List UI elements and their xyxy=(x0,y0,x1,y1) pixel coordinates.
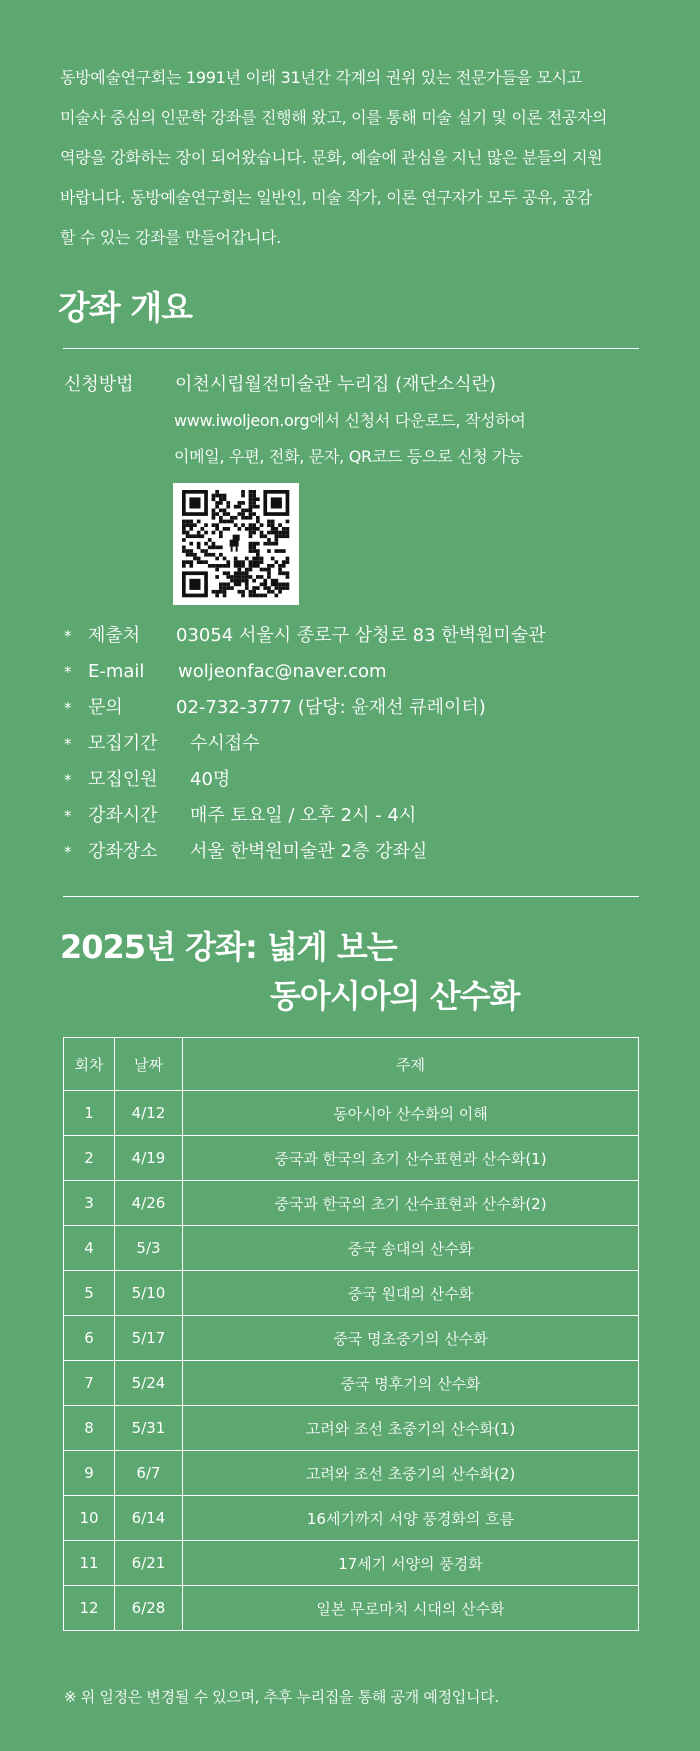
cell-topic: 고려와 조선 초중기의 산수화(1) xyxy=(183,1406,639,1451)
cell-date: 6/21 xyxy=(115,1541,183,1586)
table-row xyxy=(64,1361,639,1406)
cell-session: 11 xyxy=(64,1541,115,1586)
table-row xyxy=(64,1316,639,1361)
list-item xyxy=(64,654,387,690)
cell-topic: 동아시아 산수화의 이해 xyxy=(183,1091,639,1136)
info-label: 강좌시간 xyxy=(88,805,158,826)
cell-session: 4 xyxy=(64,1226,115,1271)
header-date: 날짜 xyxy=(115,1038,183,1091)
cell-topic: 일본 무로마치 시대의 산수화 xyxy=(183,1586,639,1631)
cell-topic: 중국과 한국의 초기 산수표현과 산수화(2) xyxy=(183,1181,639,1226)
intro-line: 역량을 강화하는 장이 되어왔습니다. 문화, 예술에 관심을 지닌 많은 분들의 지원 xyxy=(60,148,603,167)
info-label: 모집인원 xyxy=(88,769,158,790)
intro-line: 동방예술연구회는 1991년 이래 31년간 각계의 권위 있는 전문가들을 모시고 xyxy=(60,68,582,87)
bullet-icon: * xyxy=(64,699,72,717)
cell-date: 6/14 xyxy=(115,1496,183,1541)
schedule-table xyxy=(63,1037,639,1631)
cell-date: 5/10 xyxy=(115,1271,183,1316)
cell-date: 5/17 xyxy=(115,1316,183,1361)
info-list xyxy=(64,618,546,870)
apply-method-detail: www.iwoljeon.org에서 신청서 다운로드, 작성하여 xyxy=(174,411,526,430)
cell-topic: 중국 송대의 산수화 xyxy=(183,1226,639,1271)
cell-date: 6/7 xyxy=(115,1451,183,1496)
cell-session: 10 xyxy=(64,1496,115,1541)
info-label: 제출처 xyxy=(88,625,141,646)
cell-session: 5 xyxy=(64,1271,115,1316)
table-row xyxy=(64,1181,639,1226)
info-value: 매주 토요일 / 오후 2시 - 4시 xyxy=(190,805,417,826)
cell-session: 7 xyxy=(64,1361,115,1406)
list-item xyxy=(64,618,546,654)
bullet-icon: * xyxy=(64,771,72,789)
info-label: 모집기간 xyxy=(88,733,158,754)
schedule-note: ※ 위 일정은 변경될 수 있으며, 추후 누리집을 통해 공개 예정입니다. xyxy=(64,1688,499,1706)
header-topic: 주제 xyxy=(183,1038,639,1091)
table-row xyxy=(64,1091,639,1136)
cell-session: 9 xyxy=(64,1451,115,1496)
bullet-icon: * xyxy=(64,735,72,753)
info-value: 40명 xyxy=(190,769,231,790)
cell-session: 12 xyxy=(64,1586,115,1631)
cell-date: 6/28 xyxy=(115,1586,183,1631)
intro-line: 바랍니다. 동방예술연구회는 일반인, 미술 작가, 이론 연구자가 모두 공유, 공감 xyxy=(60,188,593,207)
bullet-icon: * xyxy=(64,627,72,645)
bullet-icon: * xyxy=(64,843,72,861)
cell-topic: 17세기 서양의 풍경화 xyxy=(183,1541,639,1586)
table-row xyxy=(64,1271,639,1316)
cell-topic: 중국 명후기의 산수화 xyxy=(183,1361,639,1406)
cell-date: 4/12 xyxy=(115,1091,183,1136)
list-item xyxy=(64,834,428,870)
cell-session: 8 xyxy=(64,1406,115,1451)
info-value: 서울 한벽원미술관 2층 강좌실 xyxy=(190,841,428,862)
list-item xyxy=(64,798,417,834)
cell-session: 6 xyxy=(64,1316,115,1361)
table-row xyxy=(64,1586,639,1631)
table-row xyxy=(64,1541,639,1586)
intro-line: 할 수 있는 강좌를 만들어갑니다. xyxy=(60,228,281,247)
cell-topic: 중국 원대의 산수화 xyxy=(183,1271,639,1316)
info-label: 문의 xyxy=(88,697,123,718)
table-row xyxy=(64,1136,639,1181)
apply-method-label: 신청방법 xyxy=(64,374,134,395)
cell-topic: 중국 명초중기의 산수화 xyxy=(183,1316,639,1361)
info-value: 03054 서울시 종로구 삼청로 83 한벽원미술관 xyxy=(176,625,546,646)
bullet-icon: * xyxy=(64,663,72,681)
table-row xyxy=(64,1451,639,1496)
cell-date: 4/19 xyxy=(115,1136,183,1181)
divider xyxy=(63,348,639,349)
apply-method-detail: 이메일, 우편, 전화, 문자, QR코드 등으로 신청 가능 xyxy=(174,447,523,466)
list-item xyxy=(64,690,486,726)
cell-session: 3 xyxy=(64,1181,115,1226)
table-row xyxy=(64,1496,639,1541)
table-row xyxy=(64,1226,639,1271)
qr-code-icon[interactable] xyxy=(173,483,299,605)
bullet-icon: * xyxy=(64,807,72,825)
divider xyxy=(63,896,639,897)
qr-code-graphic xyxy=(173,483,299,605)
table-row xyxy=(64,1406,639,1451)
list-item xyxy=(64,762,231,798)
intro-line: 미술사 중심의 인문학 강좌를 진행해 왔고, 이를 통해 미술 실기 및 이론 전공자의 xyxy=(60,108,608,127)
cell-session: 1 xyxy=(64,1091,115,1136)
apply-method-value: 이천시립월전미술관 누리집 (재단소식란) xyxy=(175,374,497,395)
cell-date: 5/31 xyxy=(115,1406,183,1451)
overview-title: 강좌 개요 xyxy=(58,288,193,327)
list-item xyxy=(64,726,260,762)
email-link[interactable]: woljeonfac@naver.com xyxy=(178,661,387,682)
course-title: 2025년 강좌: 넓게 보는 xyxy=(60,928,397,966)
intro-paragraph xyxy=(60,58,650,258)
info-label: 강좌장소 xyxy=(88,841,158,862)
info-value: 수시접수 xyxy=(190,733,260,754)
cell-topic: 16세기까지 서양 풍경화의 흐름 xyxy=(183,1496,639,1541)
cell-date: 4/26 xyxy=(115,1181,183,1226)
cell-date: 5/24 xyxy=(115,1361,183,1406)
cell-topic: 중국과 한국의 초기 산수표현과 산수화(1) xyxy=(183,1136,639,1181)
cell-session: 2 xyxy=(64,1136,115,1181)
info-label: E-mail xyxy=(88,661,145,682)
cell-topic: 고려와 조선 초중기의 산수화(2) xyxy=(183,1451,639,1496)
cell-date: 5/3 xyxy=(115,1226,183,1271)
header-session: 회차 xyxy=(64,1038,115,1091)
info-value: 02-732-3777 (담당: 윤재선 큐레이터) xyxy=(176,697,486,718)
course-subtitle: 동아시아의 산수화 xyxy=(270,977,520,1015)
table-header-row xyxy=(64,1038,639,1091)
